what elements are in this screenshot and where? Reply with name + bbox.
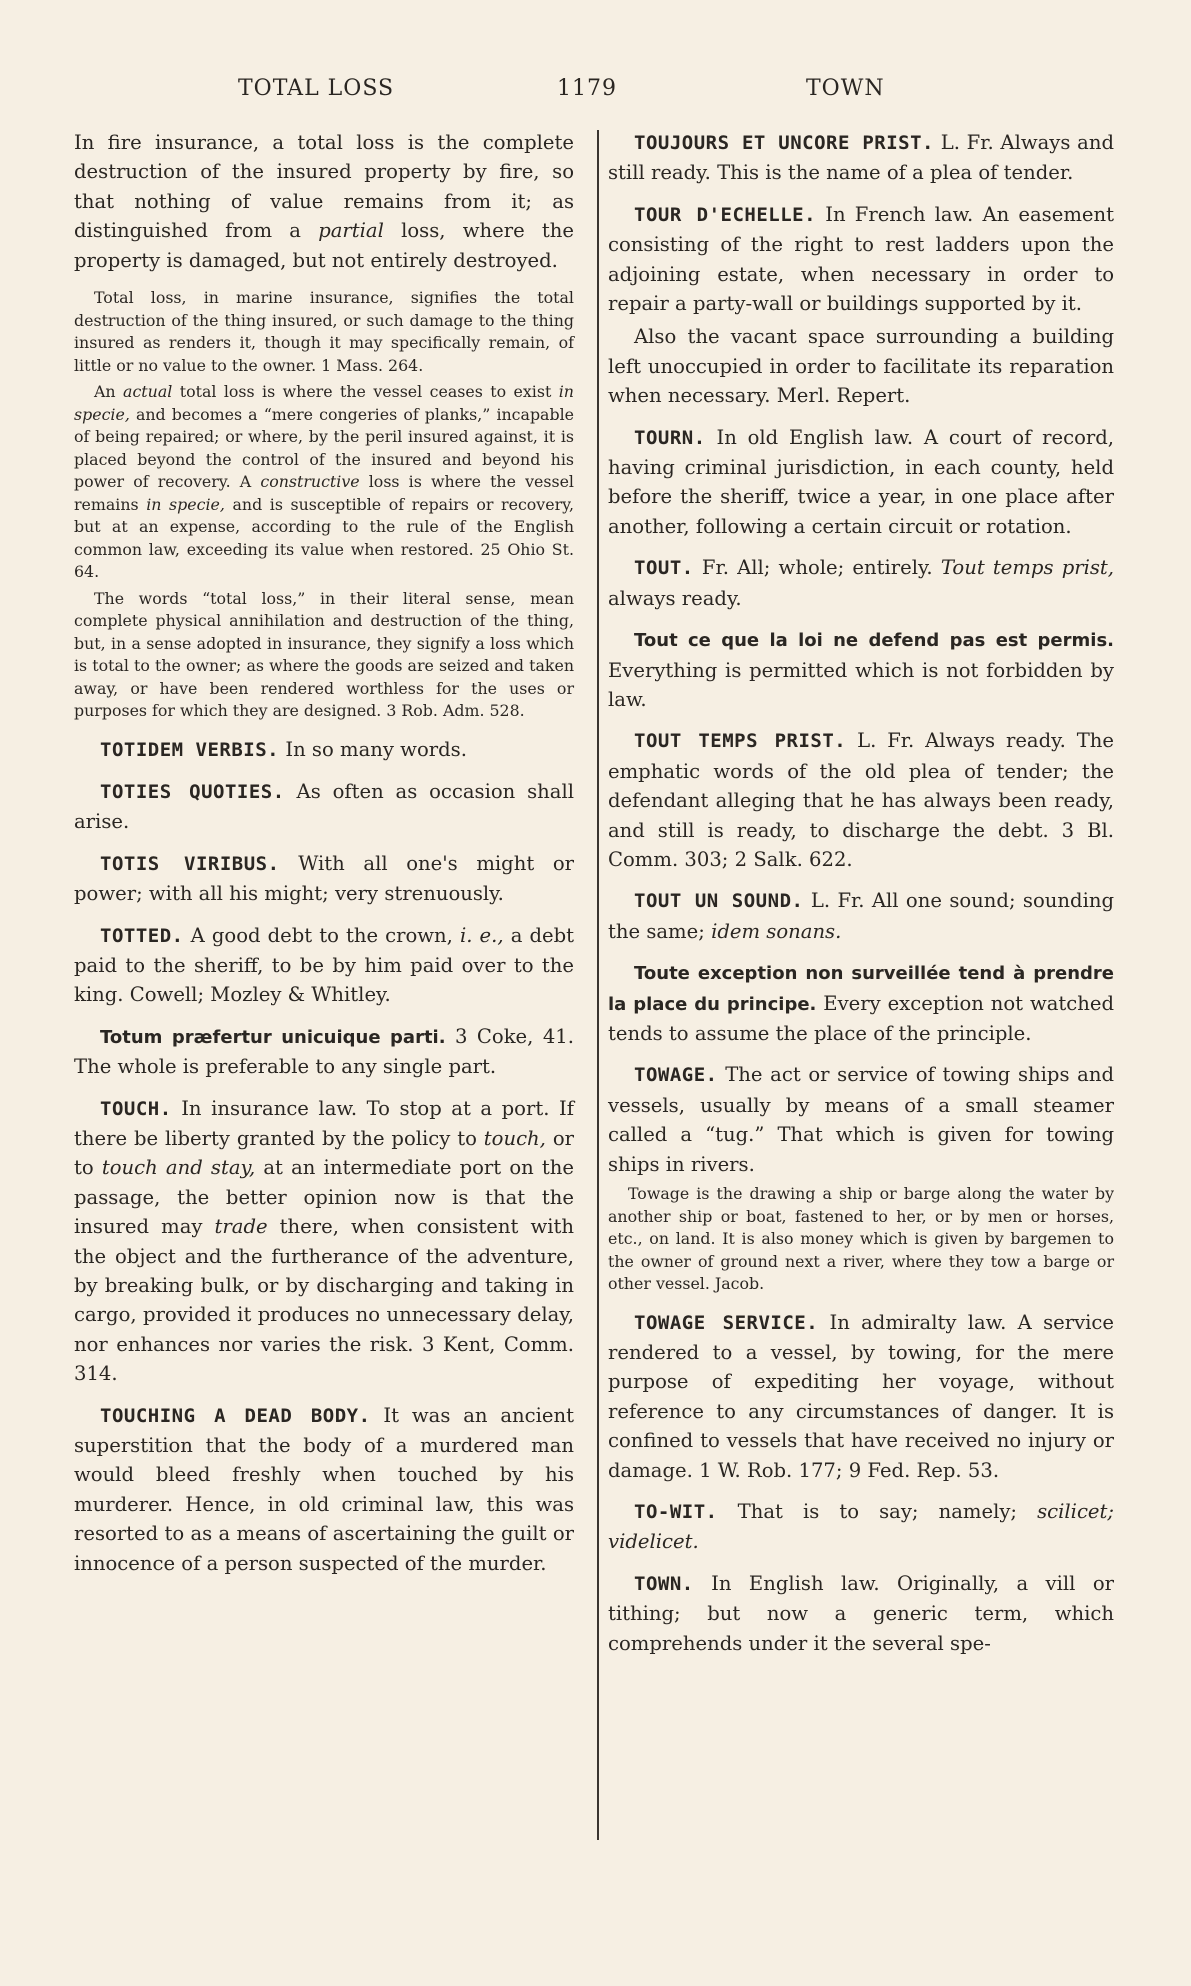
note-actual-total-loss <box>74 381 574 584</box>
headword: TOUR D'ECHELLE. <box>634 203 817 226</box>
entry-tourn <box>602 423 1114 542</box>
italic-term: i. e., <box>459 923 504 947</box>
note-total-loss-marine: Total loss, in marine insurance, signifies the total destruction of the thing insured, or such damage to the thing insured as renders it, though it may specifically remain, of little or no value to the owner. 1 Mass. 264. <box>74 288 574 375</box>
definition: In old English law. A court of record, having criminal jurisdiction, in each county, held before the sheriff, twice a year, in one place after another, following a certain circuit or rotation. <box>608 425 1115 538</box>
definition: In so many words. <box>285 737 467 761</box>
definition: Everything is permitted which is not forbidden by law. <box>608 658 1114 711</box>
definition: In insurance law. To stop at a port. If there be liberty granted by the policy to <box>74 1096 574 1150</box>
header-left-guide-word: TOTAL LOSS <box>238 76 395 101</box>
headword: TOTIES QUOTIES. <box>100 780 285 803</box>
entry-town <box>602 1569 1114 1658</box>
definition: always ready. <box>608 586 742 610</box>
text: loss is where the vessel remains <box>74 472 574 514</box>
running-head <box>0 70 1191 110</box>
definition: or to <box>74 1127 574 1180</box>
note-total-loss-words: The words “total loss,” in their literal sense, mean complete physical annihilation and destruction of the thing, but, in a sense adopted in insurance, they signify a loss which is total to the owner; as where the goods are seized and taken away, or have been rendered worthless for the uses or purposes for which they are designed. 3 Rob. Adm. 528. <box>74 588 574 721</box>
definition: In French law. An easement consisting of the right to rest ladders upon the adjoining estate, when necessary in order to repair a party-wall or buildings supported by it. <box>608 202 1114 316</box>
definition: Fr. All; whole; entirely. <box>701 556 933 580</box>
definition: It was an ancient superstition that the body of a murdered man would bleed freshly when touched by his murderer. Hence, in old criminal law, this was resorted to as a means of ascertaining the guilt or innocence of a person suspected of the murder. <box>74 1403 574 1575</box>
entry-towage-service <box>602 1308 1114 1485</box>
headword: TOUCH. <box>100 1097 172 1120</box>
text: and becomes a “mere congeries of planks,” incapable of being repaired; or where, by the peril insured against, it is placed beyond the control of the insured and beyond his power of recovery. A <box>74 404 574 492</box>
definition: at an intermediate port on the passage, the better opinion now is that the insured may <box>74 1156 574 1239</box>
entry-tout <box>602 553 1114 613</box>
entry-tout-un-sound <box>602 886 1114 946</box>
headword: TOTIS VIRIBUS. <box>100 852 280 875</box>
headword: TOTIDEM VERBIS. <box>100 738 280 761</box>
definition: With all one's might or power; with all his might; very strenuously. <box>74 851 574 906</box>
text: total loss is where the vessel ceases to exist <box>179 382 552 402</box>
italic-term: Tout temps prist, <box>940 556 1115 580</box>
text: An <box>94 382 116 402</box>
headword: TO-WIT. <box>634 1500 718 1523</box>
italic-term: scilicet; videlicet. <box>608 1499 1114 1554</box>
entry-toties-quoties <box>74 777 574 837</box>
text: and is susceptible of repairs or recovery, but at an expense, according to the rule of the English common law, exceeding its value when restored. 25 Ohio St. 64. <box>74 494 574 582</box>
entry-tour-d-echelle <box>602 200 1114 319</box>
headword: TOTTED. <box>100 924 184 947</box>
headword: TOUT. <box>634 557 694 580</box>
definition: 3 Coke, 41. The whole is preferable to any single part. <box>74 1024 574 1079</box>
headword: TOWN. <box>634 1572 694 1595</box>
entry-tout-temps-prist <box>602 726 1114 874</box>
definition: L. Fr. Always ready. The emphatic words of the old plea of tender; the defendant alleging that he has always been ready, and still is ready, to discharge the debt. 3 Bl. Comm. 303; 2 Salk. 622. <box>608 729 1114 871</box>
right-column <box>602 128 1114 1670</box>
italic-term: in specie, <box>146 494 225 514</box>
headword: TOUT UN SOUND. <box>634 890 804 913</box>
definition: That is to say; namely; <box>737 1499 1018 1523</box>
headword: TOURN. <box>634 426 706 449</box>
italic-term: idem sonans. <box>711 919 842 943</box>
italic-term: touch, <box>483 1127 546 1150</box>
headword: TOWAGE SERVICE. <box>634 1311 819 1334</box>
entry-totis-viribus <box>74 849 574 909</box>
entry-touch <box>74 1094 574 1389</box>
entry-toute-exception <box>602 958 1114 1048</box>
entry-totidem-verbis <box>74 735 574 765</box>
entry-tout-ce-que-la-loi <box>602 625 1114 714</box>
maxim-headword: Toute exception non surveillée tend à prendre la place du principe. <box>608 963 1114 1015</box>
entry-tour-d-echelle-continued: Also the vacant space surrounding a building left unoccupied in order to facilitate its reparation when necessary. Merl. Repert. <box>608 325 1114 408</box>
column-divider <box>597 130 599 1840</box>
definition: a debt paid to the sheriff, to be by him paid over to the king. Cowell; Mozley & Whitley. <box>74 923 574 1007</box>
definition: L. Fr. All one sound; sounding the same; <box>608 889 1114 943</box>
text: loss, where the property is damaged, but not entirely destroyed. <box>74 219 574 272</box>
maxim-headword: Totum præfertur unicuique parti. <box>100 1026 446 1048</box>
definition: Every exception not watched tends to assume the place of the principle. <box>608 991 1114 1045</box>
definition: The act or service of towing ships and vessels, usually by means of a small steamer called a “tug.” That which is given for towing ships in rivers. <box>608 1063 1114 1176</box>
italic-term: touch and stay, <box>101 1156 256 1180</box>
header-right-guide-word: TOWN <box>806 76 885 101</box>
headword: TOWAGE. <box>634 1064 718 1087</box>
entry-towage <box>602 1060 1114 1179</box>
definition: As often as occasion shall arise. <box>74 779 575 834</box>
definition: In admiralty law. A service rendered to a vessel, by towing, for the mere purpose of expediting her voyage, without reference to any circumstances of danger. It is confined to vessels that have received no injury or damage. 1 W. Rob. 177; 9 Fed. Rep. 53. <box>608 1310 1114 1482</box>
italic-term: trade <box>214 1215 268 1239</box>
entry-total-loss-fire <box>74 128 574 275</box>
left-column <box>74 128 574 1590</box>
definition: In English law. Originally, a vill or tithing; but now a generic term, which comprehends under it the several spe- <box>608 1571 1114 1655</box>
entry-toujours-et-uncore-prist <box>602 128 1114 188</box>
italic-term: constructive <box>260 472 360 492</box>
headword: TOUCHING A DEAD BODY. <box>100 1404 371 1427</box>
definition: A good debt to the crown, <box>190 923 453 947</box>
entry-totum-praefertur <box>74 1022 574 1082</box>
note-towage: Towage is the drawing a ship or barge along the water by another ship or boat, fastened to her, or by men or horses, etc., on land. It is also money which is given by bargemen to the owner of ground next a river, where they tow a barge or other vessel. Jacob. <box>608 1184 1114 1293</box>
italic-term: actual <box>123 382 173 402</box>
page-number: 1179 <box>557 76 617 101</box>
maxim-headword: Tout ce que la loi ne defend pas est permis. <box>634 630 1114 652</box>
headword: TOUT TEMPS PRIST. <box>634 730 847 753</box>
entry-touching-a-dead-body <box>74 1401 574 1578</box>
entry-to-wit <box>602 1497 1114 1557</box>
headword: TOUJOURS ET UNCORE PRIST. <box>634 132 934 154</box>
definition: L. Fr. Always and still ready. This is the name of a plea of tender. <box>608 131 1114 185</box>
definition: there, when consistent with the object and the furtherance of the adventure, by breaking bulk, or by discharging and taking in cargo, provided it produces no unnecessary delay, nor enhances nor varies the risk. 3 Kent, Comm. 314. <box>74 1215 574 1386</box>
italic-term: partial <box>318 219 384 243</box>
italic-term: in specie, <box>74 382 574 424</box>
text: In fire insurance, a total loss is the complete destruction of the insured property by fire, so that nothing of value remains from it; as distinguished from a <box>74 131 574 243</box>
entry-totted <box>74 921 574 1010</box>
